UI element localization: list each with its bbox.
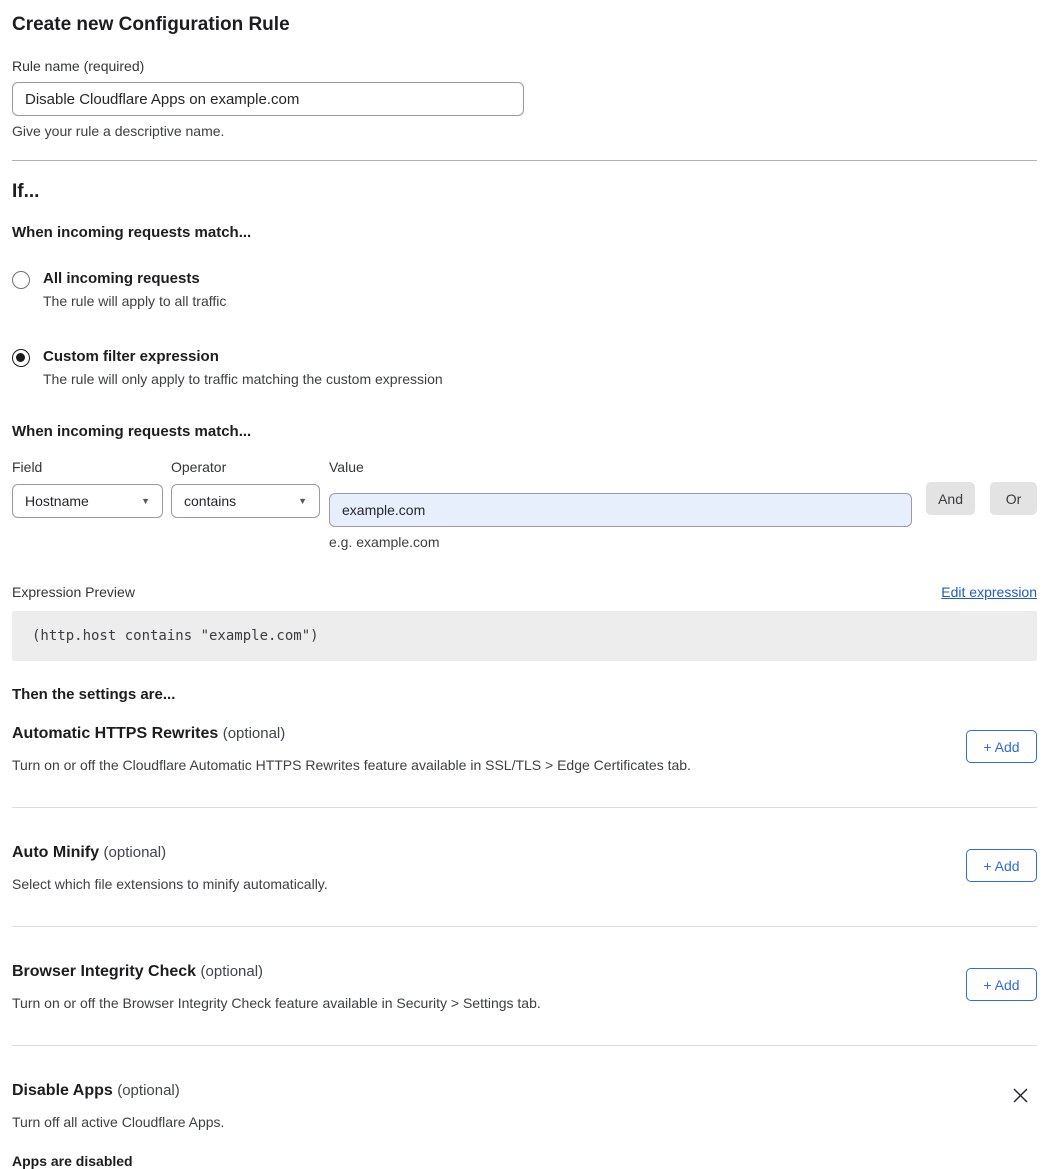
edit-expression-link[interactable]: Edit expression [941,584,1037,600]
radio-description: The rule will apply to all traffic [43,293,227,309]
radio-option-all-incoming-requests[interactable] [12,270,1037,309]
setting-optional-tag: (optional) [222,725,286,742]
value-input[interactable] [329,493,912,527]
value-label: Value [329,459,364,475]
setting-title: Automatic HTTPS Rewrites [12,725,219,742]
close-icon [1012,1087,1029,1104]
field-label: Field [12,459,43,475]
rule-name-helper: Give your rule a descriptive name. [12,123,225,139]
operator-label: Operator [171,459,227,475]
field-select[interactable] [12,484,163,518]
radio-option-custom-filter-expression[interactable] [12,348,1037,387]
radio-description: The rule will only apply to traffic matching the custom expression [43,371,443,387]
setting-description: Turn on or off the Cloudflare Automatic HTTPS Rewrites feature available in SSL/TLS > Edge Certificates tab. [12,757,691,773]
setting-optional-tag: (optional) [200,963,264,980]
remove-setting-button[interactable] [1010,1085,1031,1106]
setting-optional-tag: (optional) [117,1082,180,1099]
create-configuration-rule-form [12,0,1037,1169]
chevron-down-icon: ▼ [141,496,150,506]
setting-disable-apps [12,1046,1037,1169]
value-helper: e.g. example.com [329,534,440,550]
setting-description: Select which file extensions to minify automatically. [12,876,328,892]
setting-browser-integrity-check [12,927,1037,1045]
radio-button-unselected[interactable] [12,271,30,289]
expression-preview-label: Expression Preview [12,584,135,600]
page-title: Create new Configuration Rule [12,14,290,35]
incoming-requests-subheading: When incoming requests match... [12,224,252,241]
setting-auto-minify [12,808,1037,926]
rule-name-block [12,58,1037,139]
radio-label: Custom filter expression [43,348,219,365]
add-button[interactable]: + Add [966,849,1037,882]
operator-select-value: contains [184,493,237,509]
if-heading: If... [12,181,40,202]
or-button[interactable]: Or [990,482,1037,515]
setting-title: Disable Apps [12,1082,113,1099]
expression-builder-row [12,459,1037,550]
and-button[interactable]: And [926,482,975,515]
divider [12,160,1037,161]
radio-label: All incoming requests [43,270,200,287]
rule-name-label: Rule name (required) [12,58,145,74]
chevron-down-icon: ▼ [298,496,307,506]
setting-description: Turn off all active Cloudflare Apps. [12,1114,225,1130]
rule-name-input[interactable] [12,82,524,116]
setting-optional-tag: (optional) [103,844,167,861]
apps-disabled-status: Apps are disabled [12,1153,133,1169]
add-button[interactable]: + Add [966,968,1037,1001]
expression-preview-code: (http.host contains "example.com") [12,611,1037,661]
settings-heading: Then the settings are... [12,686,176,703]
operator-select[interactable] [171,484,320,518]
expression-builder-subheading: When incoming requests match... [12,423,252,440]
setting-automatic-https-rewrites [12,703,1037,807]
expression-preview-header [12,584,1037,600]
setting-description: Turn on or off the Browser Integrity Check feature available in Security > Settings tab. [12,995,541,1011]
field-select-value: Hostname [25,493,89,509]
radio-button-selected[interactable] [12,349,30,367]
setting-title: Auto Minify [12,844,100,861]
setting-title: Browser Integrity Check [12,963,197,980]
add-button[interactable]: + Add [966,730,1037,763]
